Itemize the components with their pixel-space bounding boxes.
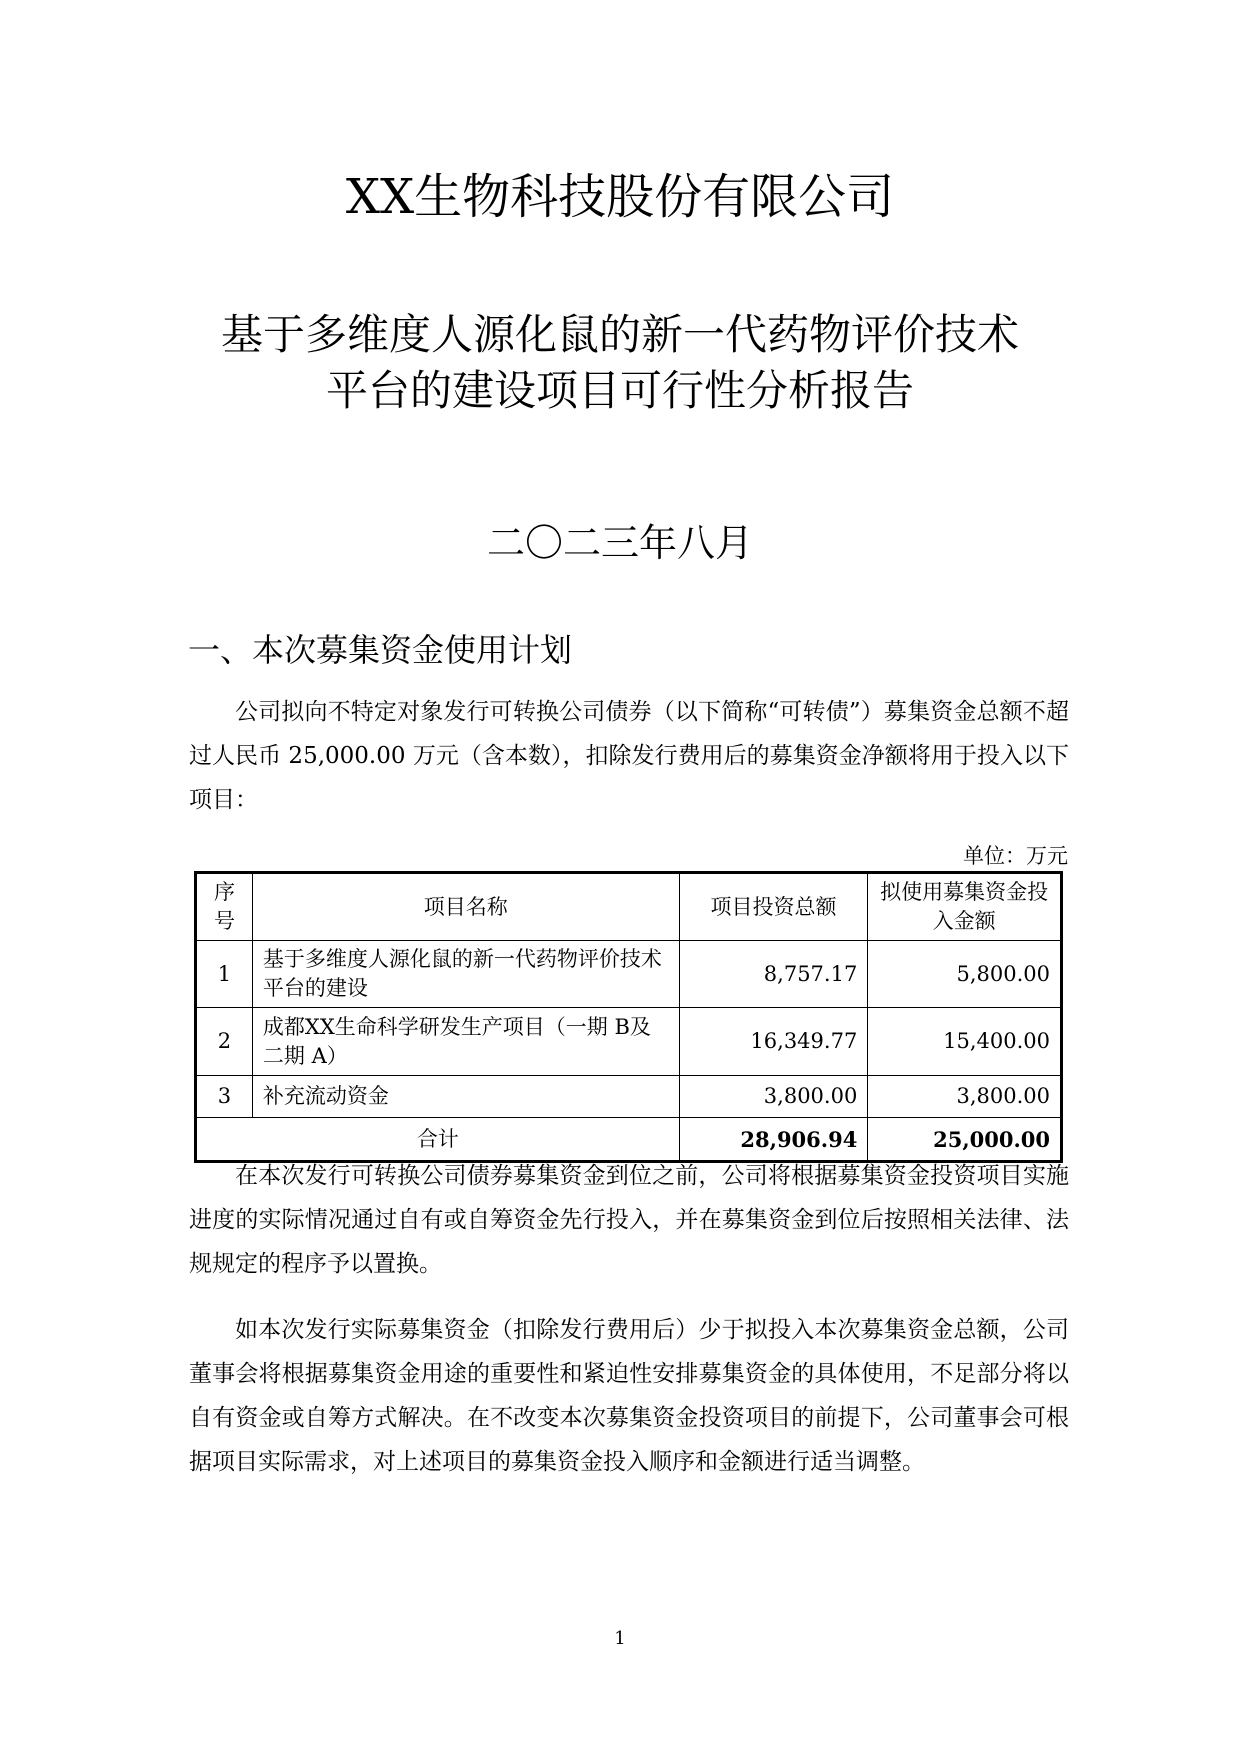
report-title-line-2: 平台的建设项目可行性分析报告 <box>325 366 914 415</box>
row-name: 补充流动资金 <box>252 1076 679 1118</box>
table-row <box>196 1076 1062 1118</box>
table-row <box>196 1008 1062 1076</box>
table-header-row <box>196 873 1062 941</box>
header-total: 项目投资总额 <box>679 873 868 941</box>
header-raised: 拟使用募集资金投入金额 <box>868 873 1062 941</box>
row-no: 3 <box>196 1076 253 1118</box>
row-name: 成都XX生命科学研发生产项目（一期 B及二期 A） <box>252 1008 679 1076</box>
paragraph-2-text: 在本次发行可转换公司债券募集资金到位之前，公司将根据募集资金投资项目实施进度的实际情况通过自有或自筹资金先行投入，并在募集资金到位后按照相关法律、法规规定的程序予以置换。 <box>189 1163 1069 1277</box>
row-name: 基于多维度人源化鼠的新一代药物评价技术平台的建设 <box>252 941 679 1008</box>
row-total: 8,757.17 <box>679 941 868 1008</box>
paragraph-1 <box>189 690 1069 822</box>
row-no: 1 <box>196 941 253 1008</box>
report-date: 二〇二三年八月 <box>486 521 753 565</box>
company-name: XX生物科技股份有限公司 <box>345 169 895 225</box>
projects-table <box>194 871 1063 1163</box>
paragraph-3 <box>189 1308 1069 1484</box>
row-total: 16,349.77 <box>679 1008 868 1076</box>
row-raised: 3,800.00 <box>868 1076 1062 1118</box>
row-raised: 15,400.00 <box>868 1008 1062 1076</box>
row-raised: 5,800.00 <box>868 941 1062 1008</box>
report-title-line-1: 基于多维度人源化鼠的新一代药物评价技术 <box>220 310 1019 359</box>
header-name: 项目名称 <box>252 873 679 941</box>
total-raised: 25,000.00 <box>868 1118 1062 1162</box>
row-no: 2 <box>196 1008 253 1076</box>
row-total: 3,800.00 <box>679 1076 868 1118</box>
total-label: 合计 <box>196 1118 680 1162</box>
paragraph-2 <box>189 1154 1069 1286</box>
section-heading: 一、本次募集资金使用计划 <box>188 631 573 669</box>
paragraph-3-text: 如本次发行实际募集资金（扣除发行费用后）少于拟投入本次募集资金总额，公司董事会将根据募集资金用途的重要性和紧迫性安排募集资金的具体使用，不足部分将以自有资金或自筹方式解决。在不改变本次募集资金投资项目的前提下，公司董事会可根据项目实际需求，对上述项目的募集资金投入顺序和金额进行适当调整。 <box>189 1317 1069 1475</box>
paragraph-1-text: 公司拟向不特定对象发行可转换公司债券（以下简称“可转债”）募集资金总额不超过人民币 25,000.00 万元（含本数），扣除发行费用后的募集资金净额将用于投入以下项目： <box>189 699 1069 813</box>
total-investment: 28,906.94 <box>679 1118 868 1162</box>
unit-label: 单位：万元 <box>963 844 1068 868</box>
table-row <box>196 941 1062 1008</box>
page-number: 1 <box>614 1628 626 1649</box>
header-no: 序号 <box>196 873 253 941</box>
